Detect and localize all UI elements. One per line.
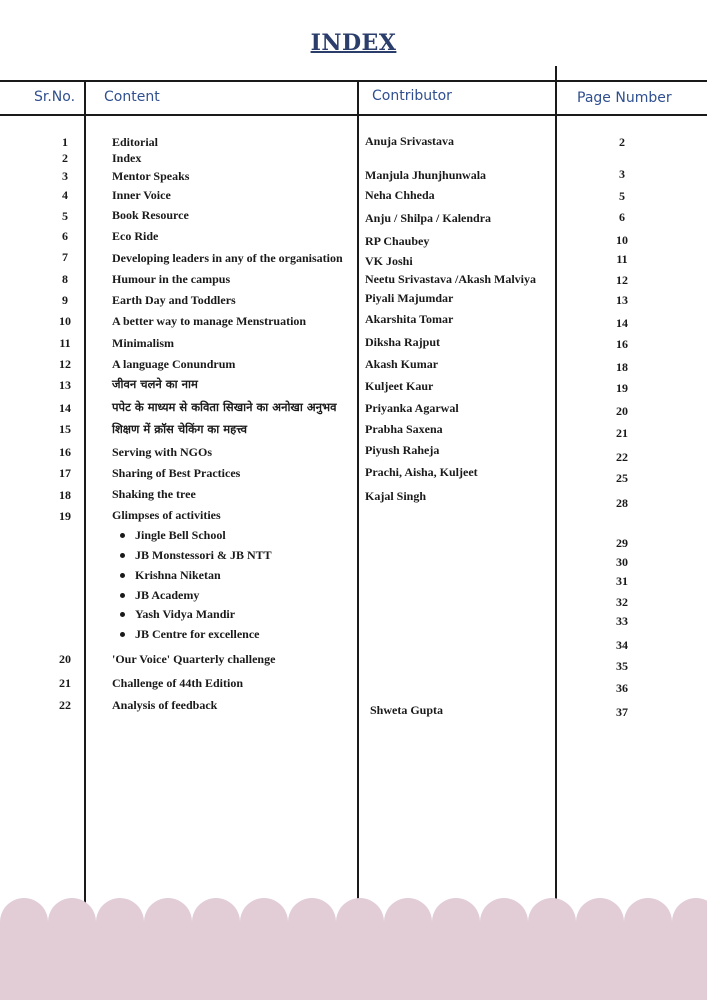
activity-list-item — [120, 548, 272, 562]
content-title: Earth Day and Toddlers — [112, 293, 236, 307]
activity-label: Krishna Niketan — [135, 568, 221, 582]
serial-number: 20 — [59, 652, 71, 666]
serial-number: 8 — [62, 272, 68, 286]
page-number: 33 — [616, 614, 628, 628]
contributor-name: Neetu Srivastava /Akash Malviya — [365, 272, 536, 286]
contributor-name: Piyush Raheja — [365, 443, 440, 457]
serial-number: 6 — [62, 229, 68, 243]
bullet-icon — [120, 612, 125, 617]
header-page-number: Page Number — [577, 90, 672, 106]
scallop-border-decoration — [0, 898, 707, 1000]
content-title: Sharing of Best Practices — [112, 466, 241, 480]
page-title: INDEX — [310, 30, 397, 56]
contributor-name: Prabha Saxena — [365, 422, 443, 436]
content-title: A language Conundrum — [112, 357, 236, 371]
contributor-name: Akash Kumar — [365, 357, 439, 371]
activity-list-item — [120, 627, 260, 641]
contributor-name: Shweta Gupta — [370, 703, 444, 717]
page-number: 16 — [616, 337, 628, 351]
page-number: 13 — [616, 293, 628, 307]
content-title: Serving with NGOs — [112, 445, 213, 459]
column-divider-sr — [84, 80, 86, 904]
content-title: Editorial — [112, 135, 159, 149]
content-title: जीवन चलने का नाम — [112, 377, 198, 391]
content-title: Mentor Speaks — [112, 169, 190, 183]
page-number: 6 — [619, 210, 625, 224]
bullet-icon — [120, 593, 125, 598]
contributor-name: Prachi, Aisha, Kuljeet — [365, 465, 478, 479]
serial-number: 10 — [59, 314, 71, 328]
contributor-name: RP Chaubey — [365, 234, 430, 248]
column-divider-contributor — [555, 66, 557, 904]
activity-list-item — [120, 568, 221, 582]
serial-number: 19 — [59, 509, 71, 523]
activity-list-item — [120, 588, 199, 602]
page-number: 18 — [616, 360, 628, 374]
content-title: A better way to manage Menstruation — [112, 314, 307, 328]
contributor-name: Akarshita Tomar — [365, 312, 454, 326]
content-title: Developing leaders in any of the organisation — [112, 251, 343, 265]
page-number: 22 — [616, 450, 628, 464]
contributor-name: Neha Chheda — [365, 188, 435, 202]
content-title: Index — [112, 151, 142, 165]
bullet-icon — [120, 573, 125, 578]
page-number: 30 — [616, 555, 628, 569]
content-title: Minimalism — [112, 336, 174, 350]
serial-number: 13 — [59, 378, 71, 392]
serial-number: 9 — [62, 293, 68, 307]
contributor-name: Kuljeet Kaur — [365, 379, 434, 393]
activity-label: JB Academy — [135, 588, 200, 602]
contributor-name: Anuja Srivastava — [365, 134, 455, 148]
page-number: 14 — [616, 316, 628, 330]
page-number: 3 — [619, 167, 625, 181]
page-number: 19 — [616, 381, 628, 395]
bullet-icon — [120, 553, 125, 558]
header-sr-no: Sr.No. — [34, 89, 76, 105]
content-title: Inner Voice — [112, 188, 171, 202]
serial-number: 4 — [62, 188, 68, 202]
contributor-name: Kajal Singh — [365, 489, 427, 503]
content-title: Shaking the tree — [112, 487, 196, 501]
content-title: Eco Ride — [112, 229, 159, 243]
activity-label: JB Monstessori & JB NTT — [135, 548, 272, 562]
page-number: 5 — [619, 189, 625, 203]
page-number: 12 — [616, 273, 628, 287]
serial-number: 18 — [59, 488, 71, 502]
content-title: 'Our Voice' Quarterly challenge — [112, 652, 276, 666]
page-number: 11 — [616, 252, 628, 266]
serial-number: 22 — [59, 698, 71, 712]
content-title: पपेट के माध्यम से कविता सिखाने का अनोखा अनुभव — [112, 400, 337, 414]
page-number: 20 — [616, 404, 628, 418]
serial-number: 16 — [59, 445, 71, 459]
content-title: शिक्षण में क्रॉस चेकिंग का महत्त्व — [112, 422, 248, 436]
activity-list-item — [120, 528, 226, 542]
serial-number: 2 — [62, 151, 68, 165]
page-number: 34 — [616, 638, 628, 652]
page-number: 21 — [616, 426, 628, 440]
page-number: 29 — [616, 536, 628, 550]
serial-number: 17 — [59, 466, 71, 480]
bullet-icon — [120, 533, 125, 538]
activity-label: Jingle Bell School — [135, 528, 226, 542]
contributor-name: Piyali Majumdar — [365, 291, 454, 305]
serial-number: 14 — [59, 401, 71, 415]
header-content: Content — [104, 89, 160, 105]
page-number: 37 — [616, 705, 628, 719]
activity-list-item — [120, 607, 235, 621]
contributor-name: Priyanka Agarwal — [365, 401, 459, 415]
column-divider-content — [357, 80, 359, 904]
serial-number: 1 — [62, 135, 68, 149]
content-title: Humour in the campus — [112, 272, 231, 286]
activity-label: JB Centre for excellence — [135, 627, 260, 641]
content-title: Challenge of 44th Edition — [112, 676, 244, 690]
page-number: 32 — [616, 595, 628, 609]
header-contributor: Contributor — [372, 88, 452, 104]
contributor-name: Manjula Jhunjhunwala — [365, 168, 487, 182]
contributor-name: VK Joshi — [365, 254, 413, 268]
serial-number: 11 — [59, 336, 71, 350]
serial-number: 12 — [59, 357, 71, 371]
page-number: 35 — [616, 659, 628, 673]
serial-number: 7 — [62, 250, 68, 264]
page-number: 2 — [619, 135, 625, 149]
serial-number: 15 — [59, 422, 71, 436]
contributor-name: Diksha Rajput — [365, 335, 441, 349]
page-number: 10 — [616, 233, 628, 247]
serial-number: 3 — [62, 169, 68, 183]
content-title: Analysis of feedback — [112, 698, 218, 712]
header-top-rule — [0, 80, 707, 82]
bullet-icon — [120, 632, 125, 637]
page-number: 25 — [616, 471, 628, 485]
activity-label: Yash Vidya Mandir — [135, 607, 236, 621]
page-number: 28 — [616, 496, 628, 510]
contributor-name: Anju / Shilpa / Kalendra — [365, 211, 492, 225]
header-bottom-rule — [0, 114, 707, 116]
content-title: Book Resource — [112, 208, 189, 222]
serial-number: 21 — [59, 676, 71, 690]
page-number: 36 — [616, 681, 628, 695]
serial-number: 5 — [62, 209, 68, 223]
content-title: Glimpses of activities — [112, 508, 221, 522]
page-number: 31 — [616, 574, 628, 588]
